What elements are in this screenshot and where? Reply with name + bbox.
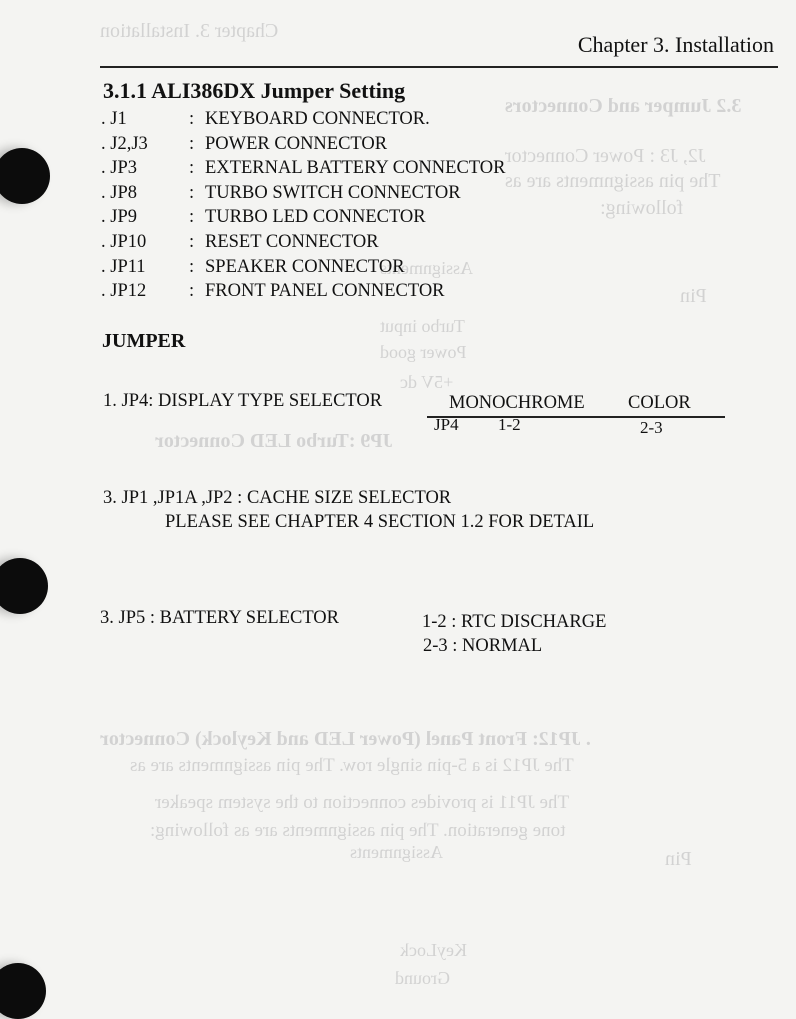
connector-name: TURBO SWITCH CONNECTOR <box>205 182 461 203</box>
chapter-header: Chapter 3. Installation <box>577 32 774 57</box>
connector-name: TURBO LED CONNECTOR <box>205 207 426 228</box>
display-selector-label: 1. JP4: DISPLAY TYPE SELECTOR <box>103 391 383 411</box>
jumper-heading: JUMPER <box>102 330 186 352</box>
bleed-assign2: Assignments <box>350 842 444 862</box>
battery-selector-label: 3. JP5 : BATTERY SELECTOR <box>100 608 339 628</box>
display-mono-value: 1-2 <box>498 415 521 434</box>
connector-name: POWER CONNECTOR <box>205 133 388 154</box>
connector-sep: : <box>189 281 195 302</box>
connector-sep: : <box>189 207 195 228</box>
connector-id: . JP10 <box>101 231 147 252</box>
connector-sep: : <box>189 109 195 129</box>
bleed-turbo: Turbo input <box>380 316 465 336</box>
connector-name: RESET CONNECTOR <box>205 231 379 252</box>
display-col-color: COLOR <box>628 393 691 413</box>
connector-id: . JP12 <box>101 281 147 302</box>
cache-selector-label: 3. JP1 ,JP1A ,JP2 : CACHE SIZE SELECTOR <box>103 488 452 508</box>
connector-sep: : <box>189 133 195 154</box>
section-title: 3.1.1 ALI386DX Jumper Setting <box>103 78 406 103</box>
bleed-pin2: Pin <box>665 848 692 870</box>
connector-id: . JP9 <box>101 207 137 228</box>
bleed-line: following: <box>600 197 684 219</box>
connector-sep: : <box>189 231 195 252</box>
bleed-header: Chapter 3. Installation <box>100 20 279 42</box>
bleed-jp12: . JP12: Front Panel (Power LED and Keylock) Connector <box>100 728 591 750</box>
connector-name: EXTERNAL BATTERY CONNECTOR <box>205 158 506 179</box>
punch-hole <box>0 963 46 1019</box>
cache-selector-note: PLEASE SEE CHAPTER 4 SECTION 1.2 FOR DETAIL <box>165 512 595 532</box>
connector-id: . JP3 <box>101 158 137 179</box>
display-row-label: JP4 <box>434 415 459 434</box>
table-rule <box>427 416 725 418</box>
bleed-keylock: KeyLock <box>400 940 467 960</box>
connector-id: . JP8 <box>101 182 137 203</box>
bleed-tone: tone generation. The pin assignments are as following: <box>150 820 566 841</box>
display-color-value: 2-3 <box>640 418 663 437</box>
bleed-line: 3.2 Jumper and Connectors <box>505 95 742 117</box>
bleed-assign: Assignments <box>380 258 474 278</box>
bleed-line: J2, J3 : Power Connector <box>505 145 706 167</box>
connector-id: . JP11 <box>101 256 146 277</box>
bleed-line: The pin assignments are as <box>505 170 721 192</box>
display-col-mono: MONOCHROME <box>449 393 585 413</box>
bleed-jp12b: The JP12 is a 5-pin single row. The pin assignments are as <box>130 755 574 776</box>
connector-name: FRONT PANEL CONNECTOR <box>205 281 445 302</box>
battery-option-2: 2-3 : NORMAL <box>423 636 543 656</box>
connector-sep: : <box>189 256 195 277</box>
punch-hole <box>0 148 50 204</box>
connector-id: . J2,J3 <box>101 133 148 154</box>
bleed-v5: +5V dc <box>400 372 454 392</box>
header-rule <box>100 66 778 68</box>
bleed-ground: Ground <box>395 968 450 988</box>
bleed-pgood: Power good <box>380 342 467 362</box>
connector-sep: : <box>189 182 195 203</box>
bleed-jp9: JP9 :Turbo LED Connector <box>155 430 393 452</box>
connector-sep: : <box>189 158 195 179</box>
bleed-jp11: The JP11 is provides connection to the system speaker <box>155 792 570 813</box>
bleed-pin: Pin <box>680 285 707 307</box>
battery-option-1: 1-2 : RTC DISCHARGE <box>422 612 607 632</box>
connector-name: KEYBOARD CONNECTOR. <box>205 109 430 129</box>
punch-hole <box>0 558 48 614</box>
connector-name: SPEAKER CONNECTOR <box>205 256 405 277</box>
connector-id: . J1 <box>101 109 127 129</box>
